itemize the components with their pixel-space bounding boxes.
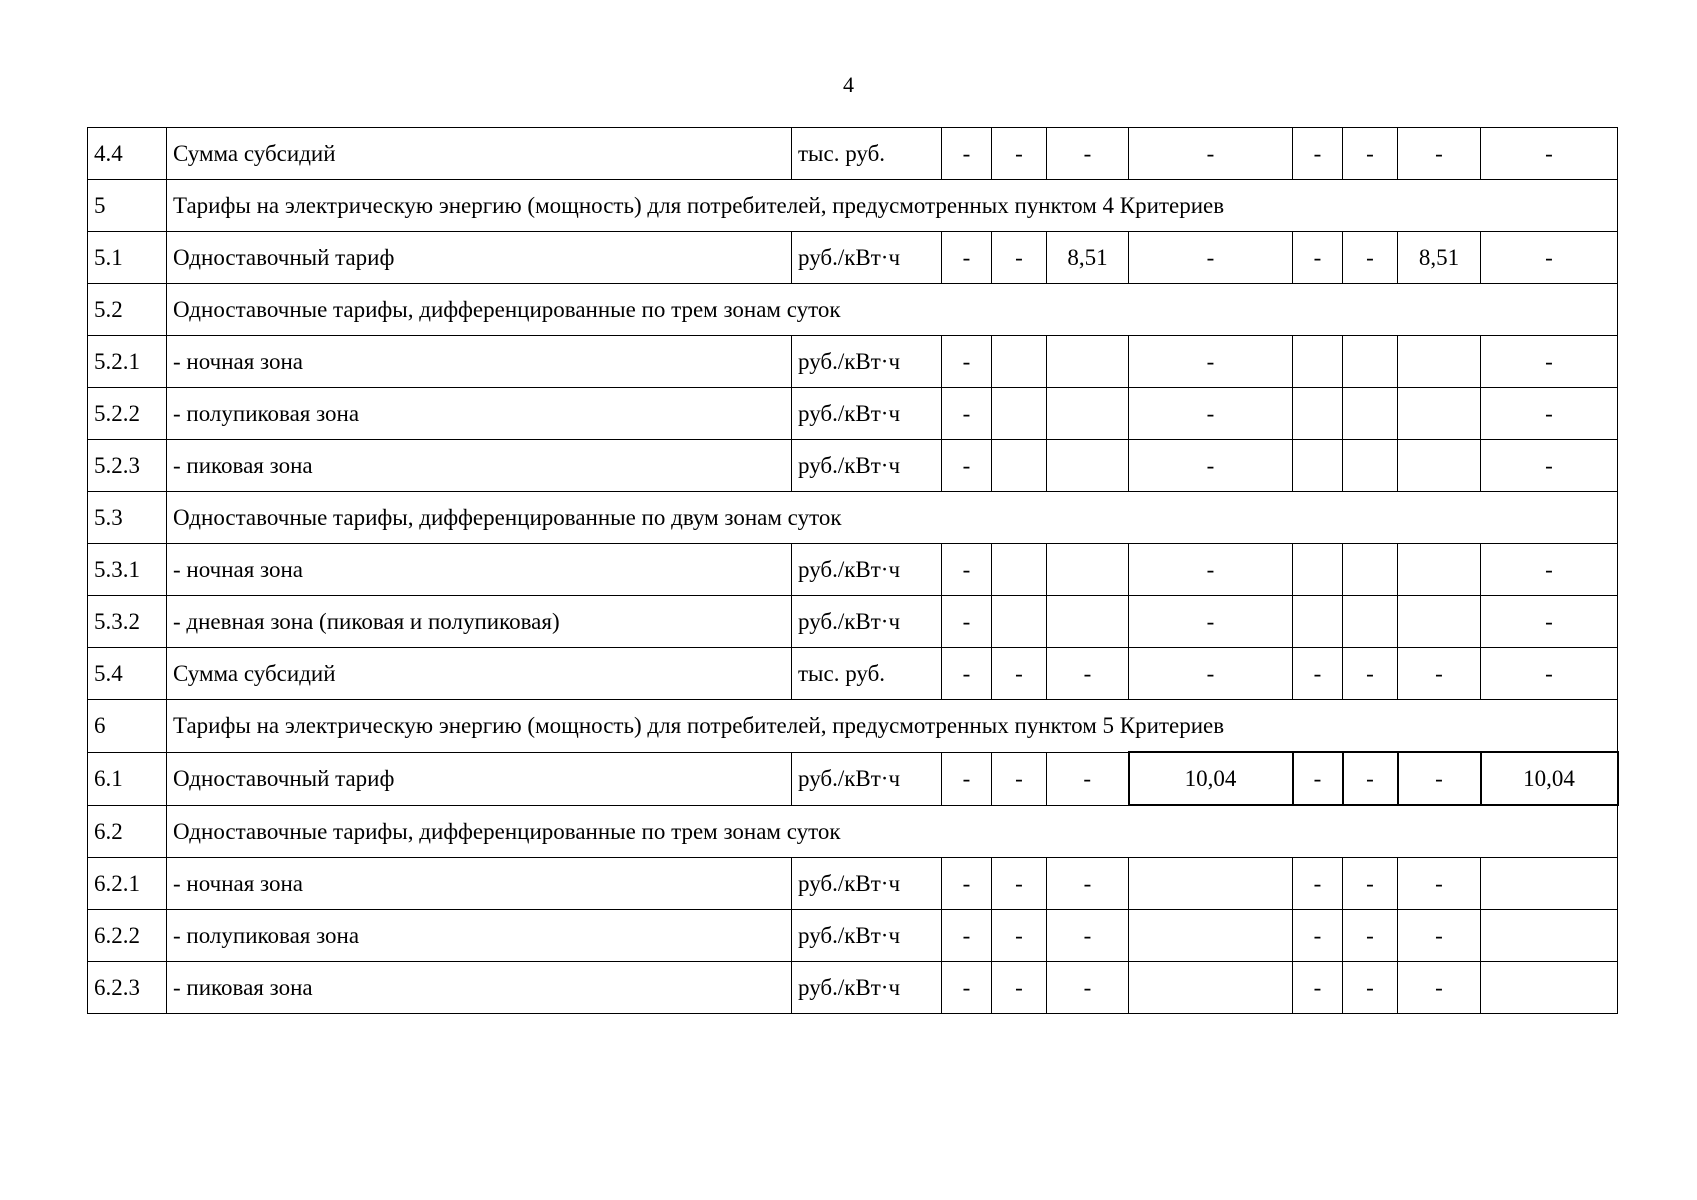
value-cell: 8,51 [1047, 232, 1129, 284]
section-title: Одноставочные тарифы, дифференцированные по двум зонам суток [167, 492, 1618, 544]
row-number: 5.3 [88, 492, 167, 544]
value-cell [1343, 544, 1398, 596]
value-cell: - [1129, 128, 1293, 180]
value-cell: - [1398, 910, 1481, 962]
value-cell: - [942, 388, 992, 440]
value-cell [1047, 388, 1129, 440]
value-cell: - [1047, 910, 1129, 962]
value-cell: - [1343, 858, 1398, 910]
value-cell [992, 440, 1047, 492]
page-number: 4 [843, 72, 854, 97]
value-cell: - [992, 232, 1047, 284]
section-title: Одноставочные тарифы, дифференцированные по трем зонам суток [167, 805, 1618, 858]
value-cell [1293, 596, 1343, 648]
value-cell: - [1047, 648, 1129, 700]
table-section-row [88, 700, 1618, 753]
row-label: - полупиковая зона [167, 910, 792, 962]
row-number: 6.1 [88, 752, 167, 805]
value-cell [1398, 336, 1481, 388]
row-unit: тыс. руб. [792, 128, 942, 180]
table-row [88, 128, 1618, 180]
section-title: Тарифы на электрическую энергию (мощность) для потребителей, предусмотренных пунктом 4 Критериев [167, 180, 1618, 232]
value-cell [992, 388, 1047, 440]
value-cell: - [942, 440, 992, 492]
value-cell: - [1481, 544, 1618, 596]
value-cell [1481, 910, 1618, 962]
value-cell [1293, 388, 1343, 440]
value-cell: - [992, 128, 1047, 180]
value-cell: - [1398, 962, 1481, 1014]
value-cell: 10,04 [1129, 752, 1293, 805]
value-cell: 10,04 [1481, 752, 1618, 805]
value-cell: - [1398, 128, 1481, 180]
value-cell: - [942, 232, 992, 284]
value-cell [1343, 336, 1398, 388]
row-unit: руб./кВт·ч [792, 232, 942, 284]
table-section-row [88, 180, 1618, 232]
value-cell: - [942, 752, 992, 805]
value-cell: - [1343, 648, 1398, 700]
value-cell [1343, 440, 1398, 492]
row-number: 6.2.3 [88, 962, 167, 1014]
value-cell: - [1481, 128, 1618, 180]
value-cell: - [942, 910, 992, 962]
value-cell [1398, 440, 1481, 492]
value-cell: - [1293, 910, 1343, 962]
value-cell: - [992, 858, 1047, 910]
row-label: - полупиковая зона [167, 388, 792, 440]
value-cell [992, 336, 1047, 388]
value-cell: - [1293, 962, 1343, 1014]
value-cell [1398, 388, 1481, 440]
row-label: Одноставочный тариф [167, 232, 792, 284]
value-cell [1293, 544, 1343, 596]
value-cell: - [1129, 232, 1293, 284]
value-cell: - [1293, 858, 1343, 910]
value-cell [1398, 544, 1481, 596]
value-cell: - [1398, 858, 1481, 910]
value-cell [1481, 962, 1618, 1014]
value-cell: - [942, 648, 992, 700]
row-label: - ночная зона [167, 336, 792, 388]
value-cell: - [1481, 388, 1618, 440]
row-unit: руб./кВт·ч [792, 858, 942, 910]
row-label: - пиковая зона [167, 440, 792, 492]
value-cell: - [1129, 336, 1293, 388]
row-label: - ночная зона [167, 544, 792, 596]
row-number: 4.4 [88, 128, 167, 180]
value-cell: - [1293, 232, 1343, 284]
value-cell: 8,51 [1398, 232, 1481, 284]
value-cell: - [1343, 962, 1398, 1014]
row-number: 5.2.2 [88, 388, 167, 440]
value-cell: - [1293, 752, 1343, 805]
value-cell: - [1481, 648, 1618, 700]
row-number: 6.2.2 [88, 910, 167, 962]
table-row [88, 962, 1618, 1014]
value-cell [1129, 962, 1293, 1014]
value-cell: - [1047, 752, 1129, 805]
table-row [88, 440, 1618, 492]
row-unit: руб./кВт·ч [792, 440, 942, 492]
value-cell: - [1293, 648, 1343, 700]
section-title: Одноставочные тарифы, дифференцированные по трем зонам суток [167, 284, 1618, 336]
row-number: 5.4 [88, 648, 167, 700]
value-cell: - [1343, 752, 1398, 805]
table-section-row [88, 492, 1618, 544]
row-label: - ночная зона [167, 858, 792, 910]
value-cell: - [1398, 752, 1481, 805]
table-row [88, 910, 1618, 962]
section-title: Тарифы на электрическую энергию (мощность) для потребителей, предусмотренных пунктом 5 Критериев [167, 700, 1618, 753]
value-cell [1047, 336, 1129, 388]
table-row [88, 544, 1618, 596]
row-number: 5.3.2 [88, 596, 167, 648]
value-cell: - [1343, 910, 1398, 962]
row-unit: руб./кВт·ч [792, 910, 942, 962]
row-number: 5.3.1 [88, 544, 167, 596]
value-cell: - [992, 910, 1047, 962]
value-cell: - [942, 128, 992, 180]
tariff-table [87, 127, 1619, 1014]
value-cell: - [942, 544, 992, 596]
row-unit: руб./кВт·ч [792, 962, 942, 1014]
value-cell: - [1129, 596, 1293, 648]
table-row [88, 388, 1618, 440]
table-row [88, 648, 1618, 700]
row-label: - дневная зона (пиковая и полупиковая) [167, 596, 792, 648]
row-number: 5.1 [88, 232, 167, 284]
row-number: 5 [88, 180, 167, 232]
tariff-table-body [88, 128, 1618, 1014]
value-cell: - [1481, 232, 1618, 284]
value-cell [1047, 596, 1129, 648]
value-cell [992, 596, 1047, 648]
table-row [88, 232, 1618, 284]
value-cell [1343, 596, 1398, 648]
value-cell: - [1047, 962, 1129, 1014]
value-cell [1047, 440, 1129, 492]
value-cell: - [942, 336, 992, 388]
value-cell: - [942, 858, 992, 910]
row-label: Одноставочный тариф [167, 752, 792, 805]
value-cell [1129, 858, 1293, 910]
value-cell: - [1047, 858, 1129, 910]
value-cell: - [992, 962, 1047, 1014]
value-cell: - [1481, 440, 1618, 492]
row-label: - пиковая зона [167, 962, 792, 1014]
value-cell: - [1343, 232, 1398, 284]
value-cell: - [992, 752, 1047, 805]
row-unit: руб./кВт·ч [792, 752, 942, 805]
value-cell [1398, 596, 1481, 648]
value-cell: - [1398, 648, 1481, 700]
row-unit: руб./кВт·ч [792, 336, 942, 388]
row-unit: руб./кВт·ч [792, 596, 942, 648]
value-cell: - [1129, 544, 1293, 596]
row-label: Сумма субсидий [167, 648, 792, 700]
row-number: 6.2.1 [88, 858, 167, 910]
value-cell: - [1481, 336, 1618, 388]
row-unit: тыс. руб. [792, 648, 942, 700]
row-unit: руб./кВт·ч [792, 544, 942, 596]
table-row [88, 596, 1618, 648]
row-label: Сумма субсидий [167, 128, 792, 180]
value-cell [1047, 544, 1129, 596]
row-number: 6.2 [88, 805, 167, 858]
table-section-row [88, 284, 1618, 336]
row-unit: руб./кВт·ч [792, 388, 942, 440]
value-cell [1293, 440, 1343, 492]
value-cell [1293, 336, 1343, 388]
table-row [88, 752, 1618, 805]
value-cell: - [1293, 128, 1343, 180]
value-cell: - [1343, 128, 1398, 180]
value-cell: - [1047, 128, 1129, 180]
table-row [88, 858, 1618, 910]
value-cell [1481, 858, 1618, 910]
row-number: 5.2 [88, 284, 167, 336]
table-row [88, 336, 1618, 388]
value-cell: - [992, 648, 1047, 700]
value-cell [1129, 910, 1293, 962]
value-cell: - [942, 962, 992, 1014]
row-number: 5.2.3 [88, 440, 167, 492]
value-cell: - [1129, 648, 1293, 700]
value-cell: - [1481, 596, 1618, 648]
value-cell: - [1129, 388, 1293, 440]
table-section-row [88, 805, 1618, 858]
row-number: 5.2.1 [88, 336, 167, 388]
value-cell [1343, 388, 1398, 440]
value-cell: - [942, 596, 992, 648]
row-number: 6 [88, 700, 167, 753]
value-cell: - [1129, 440, 1293, 492]
value-cell [992, 544, 1047, 596]
